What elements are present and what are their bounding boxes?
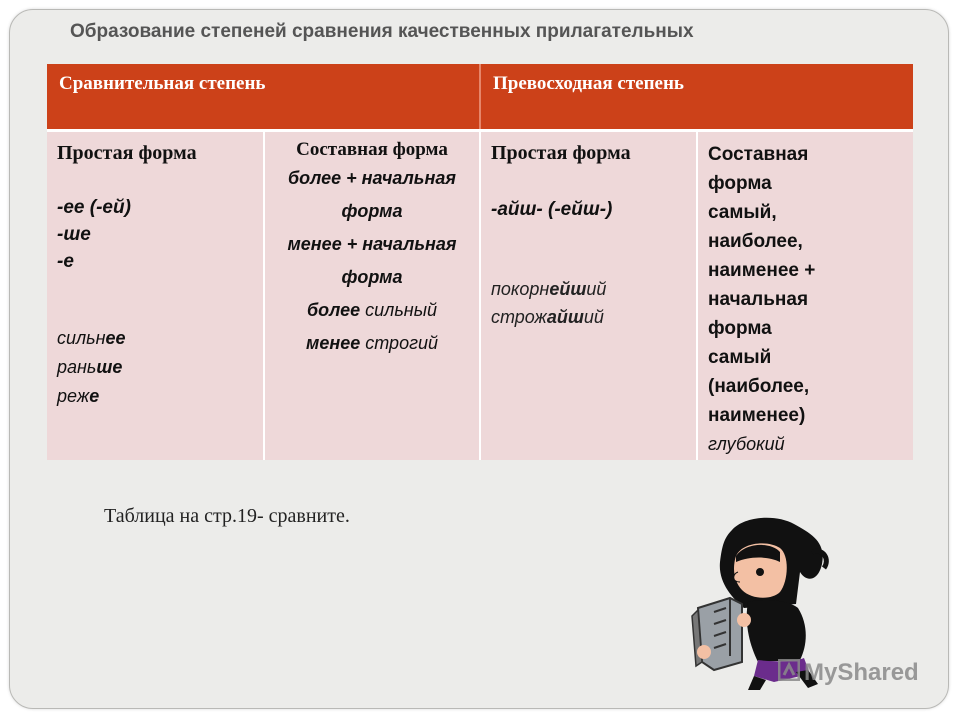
super-example-1: покорнейший xyxy=(491,278,607,299)
header-superlative: Превосходная степень xyxy=(480,64,913,130)
super-compound-line-6: самый xyxy=(708,346,772,368)
table-note: Таблица на стр.19- сравните. xyxy=(104,505,350,527)
super-compound-example: глубокий xyxy=(708,433,785,454)
myshared-watermark xyxy=(778,659,919,688)
super-compound-line-2: наиболее, xyxy=(708,230,803,252)
comparison-table xyxy=(47,64,913,460)
header-comparative: Сравнительная степень xyxy=(47,64,480,130)
comp-example-2: раньше xyxy=(57,356,123,377)
super-compound-line-4: начальная xyxy=(708,288,809,310)
cell-superlative-compound xyxy=(697,130,913,460)
table-header-row xyxy=(47,64,913,130)
super-compound-line-3: наименее + xyxy=(708,259,816,281)
brand-text: MyShared xyxy=(804,659,919,686)
cell-comparative-simple xyxy=(47,130,264,460)
cell-comparative-compound xyxy=(264,130,480,460)
super-compound-line-7: (наиболее, xyxy=(708,375,810,397)
comp-compound-example-2: менее строгий xyxy=(306,332,438,353)
super-simple-heading: Простая форма xyxy=(491,141,631,164)
super-compound-text xyxy=(708,140,903,459)
comp-compound-rule-1: более + начальная форма xyxy=(288,167,456,221)
myshared-logo-icon xyxy=(778,659,800,688)
comp-example-1: сильнее xyxy=(57,327,126,348)
super-compound-heading-1: Составная xyxy=(708,143,809,165)
super-compound-line-1: самый, xyxy=(708,201,777,223)
cell-superlative-simple xyxy=(480,130,697,460)
table-body-row xyxy=(47,130,913,460)
comp-suffix-2: -ше xyxy=(57,223,91,245)
super-compound-line-5: форма xyxy=(708,317,772,339)
comp-example-3: реже xyxy=(57,385,100,406)
super-suffix: -айш- (-ейш-) xyxy=(491,198,613,220)
comp-compound-example-1: более сильный xyxy=(307,299,437,320)
slide-title: Образование степеней сравнения качественных прилагательных xyxy=(70,21,694,42)
comp-compound-rule-2: менее + начальная форма xyxy=(287,233,457,287)
comp-suffix-3: -е xyxy=(57,250,74,272)
super-compound-heading-2: форма xyxy=(708,172,772,194)
comp-compound-rules xyxy=(275,162,469,360)
comp-suffix-1: -ее (-ей) xyxy=(57,196,131,218)
comp-compound-heading: Составная форма xyxy=(296,138,448,160)
comp-simple-heading: Простая форма xyxy=(57,141,197,164)
super-compound-line-8: наименее) xyxy=(708,404,806,426)
super-example-2: строжайший xyxy=(491,306,604,327)
